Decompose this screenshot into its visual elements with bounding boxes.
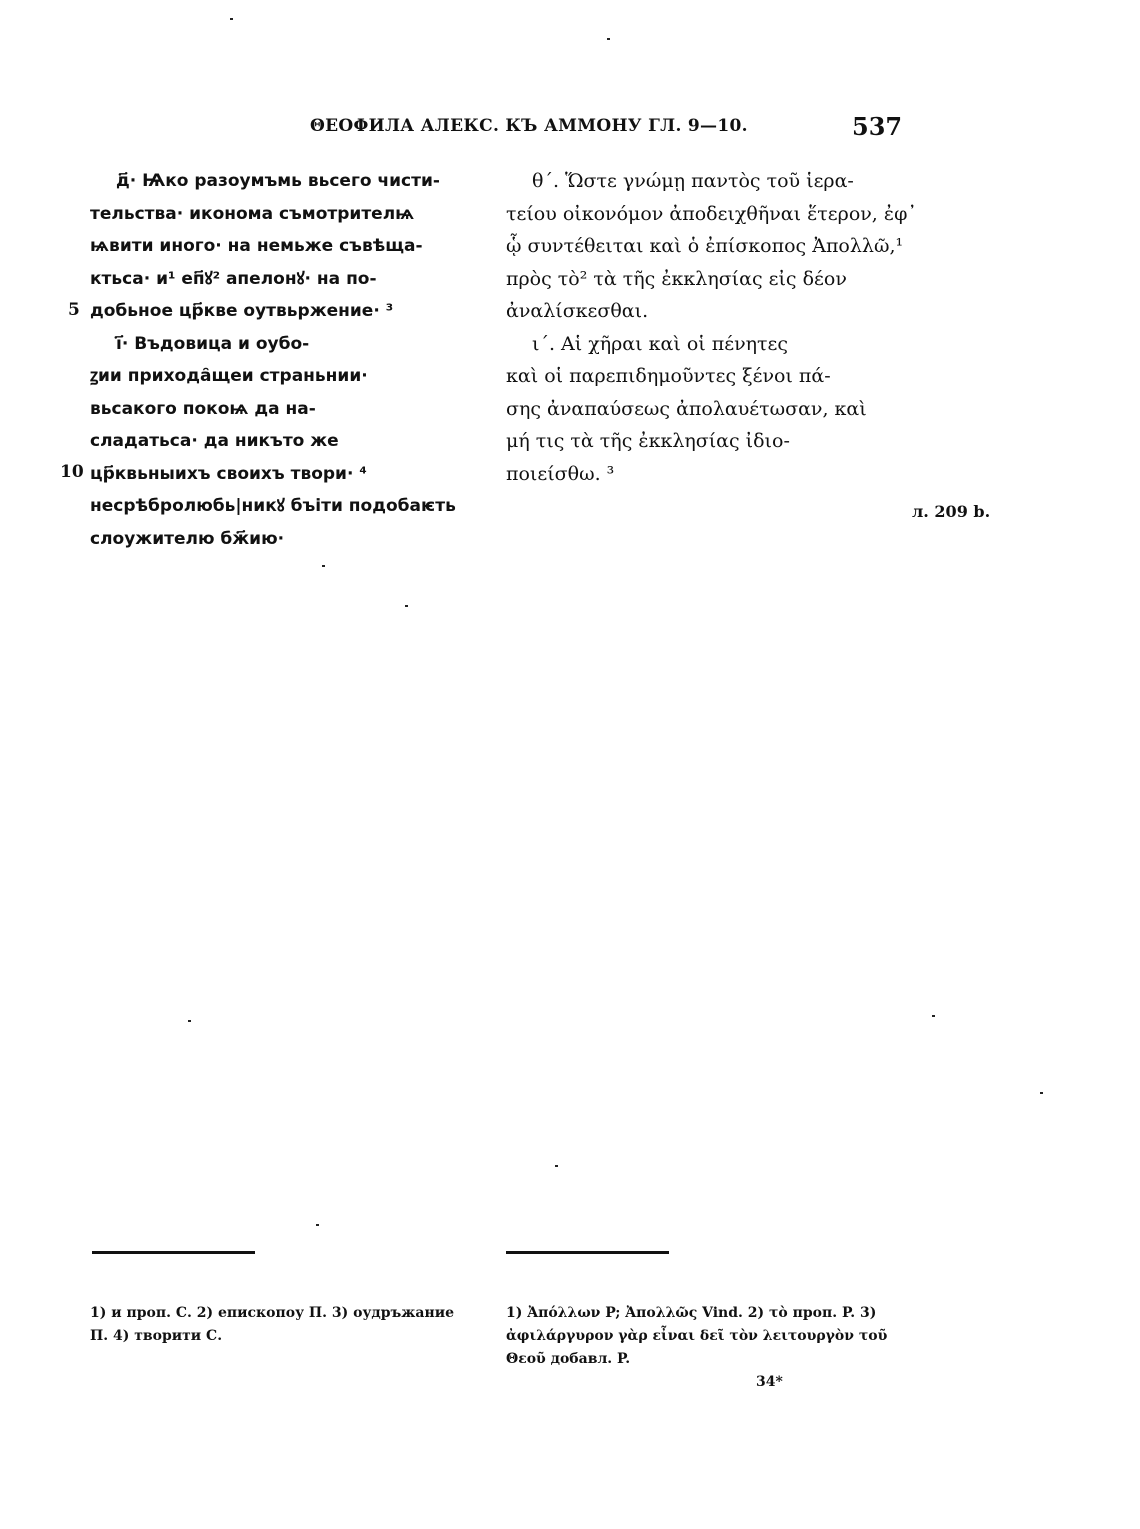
signature-mark: 34*: [756, 1374, 783, 1390]
greek-line: πρὸς τὸ² τὰ τῆς ἐκκλησίας εἰς δέον: [506, 267, 847, 290]
church-slavonic-column: [90, 165, 476, 555]
greek-line: θ΄. Ὥστε γνώμῃ παντὸς τοῦ ἱερα-: [532, 170, 854, 192]
scan-speck: [322, 565, 325, 567]
scan-speck: [405, 605, 408, 607]
scan-speck: [555, 1165, 558, 1167]
greek-line: ι΄. Αἱ χῆραι καὶ οἱ πένητες: [532, 332, 789, 355]
running-title: ΘΕΟΦИЛА АЛЕКС. КЪ АММОНУ ГЛ. 9—10.: [310, 116, 748, 136]
folio-margin-note: л. 209 b.: [912, 502, 991, 521]
footnotes-left: 1) и проп. С. 2) епископоу П. 3) оудръжание П. 4) творити С.: [90, 1305, 455, 1344]
slavonic-line: цр҃квьныихъ своихъ твори· ⁴: [90, 463, 367, 484]
slavonic-line: д҃· Ѩко разоумъмь вьсего чисти-: [116, 171, 440, 191]
slavonic-line: сладатьса· да никъто же: [90, 431, 339, 451]
footnote-rule-right: [506, 1251, 669, 1254]
slavonic-line: слоужителю бж҃ию·: [90, 528, 285, 549]
line-number-10: 10: [60, 462, 84, 482]
slavonic-line: добьное цр҃кве оутвьржение· ³: [90, 301, 394, 321]
footnote-rule-left: [92, 1251, 255, 1254]
scan-speck: [607, 38, 610, 40]
slavonic-line: ктьса· и¹ еп҃ꙋ² апелонꙋ· на по-: [90, 268, 377, 289]
slavonic-line: тельства· иконома съмотрителѩ: [90, 203, 415, 224]
greek-line: ᾧ συντέθειται καὶ ὁ ἐπίσκοπος Ἀπολλῶ,¹: [506, 235, 904, 257]
page-number: 537: [852, 112, 903, 141]
scan-speck: [1040, 1092, 1043, 1094]
slavonic-line: ѩвити иного· на немьже съвѣща-: [90, 236, 423, 256]
slavonic-line: несрѣбролюбь|никꙋ бъіти подобаѥть: [90, 496, 456, 516]
greek-line: καὶ οἱ παρεπιδημοῦντες ξένοι πά-: [506, 365, 831, 387]
line-number-5: 5: [68, 300, 80, 320]
scan-speck: [230, 18, 233, 20]
slavonic-line: і҃· Въдовица и оубо-: [116, 333, 310, 354]
greek-column: [506, 165, 917, 490]
scan-speck: [188, 1020, 191, 1022]
greek-line: σης ἀναπαύσεως ἀπολαυέτωσαν, καὶ: [506, 397, 867, 420]
footnotes-right: 1) Ἀπόλλων P; Ἀπολλῶς Vind. 2) τὸ проп. P. 3) ἀφιλάργυρον γὰρ εἶναι δεῖ τὸν λειτουργὸν τοῦ Θεοῦ добавл. P.: [506, 1305, 888, 1367]
greek-line: μή τις τὰ τῆς ἐκκλησίας ἰδιο-: [506, 430, 790, 452]
greek-line: τείου οἰκονόμον ἀποδειχθῆναι ἕτερον, ἐφ᾽: [506, 202, 917, 225]
greek-line: ποιείσθω. ³: [506, 462, 615, 485]
scan-speck: [316, 1224, 319, 1226]
slavonic-line: вьсакого покоѩ да на-: [90, 398, 316, 419]
scan-speck: [932, 1015, 935, 1017]
slavonic-line: ꙁии прихода̑щеи страньнии·: [90, 366, 368, 386]
greek-line: ἀναλίσκεσθαι.: [506, 300, 649, 322]
